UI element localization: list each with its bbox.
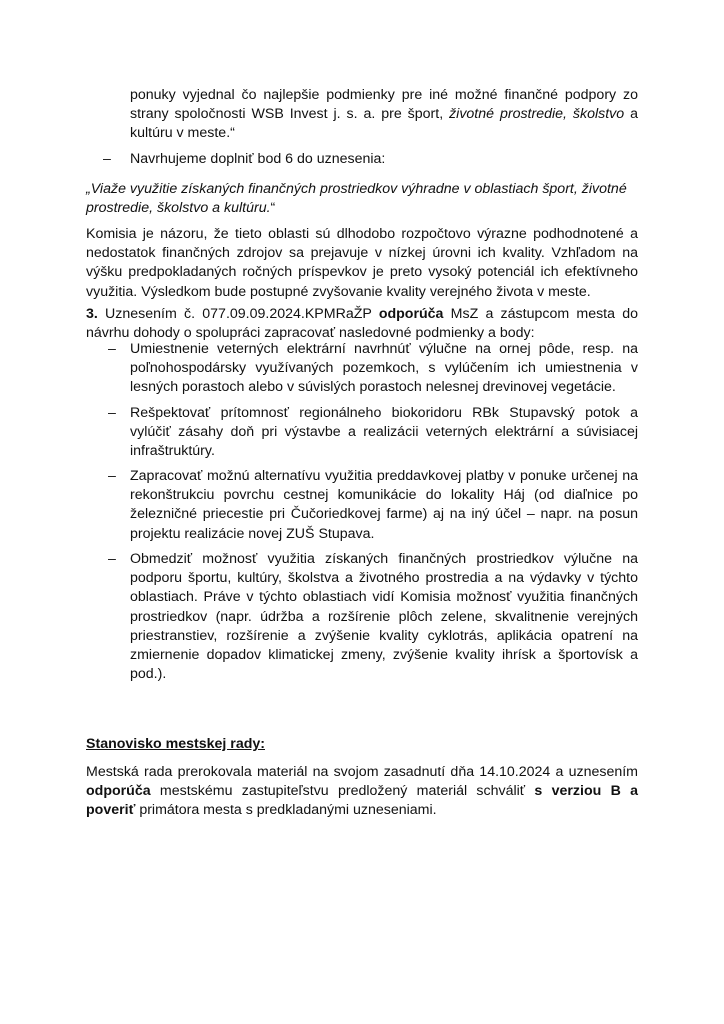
resolution-item-3-dash: – [108, 468, 116, 484]
council-version: s verziou B a poveriť [86, 783, 638, 819]
quote-line-2-end: a [624, 106, 638, 123]
resolution-item-3: Zapracovať možnú alternatívu využitia preddavkovej platby v ponuke určenej na rekonštrukciu povrchu cestnej komunikácie do lokality Háj (od diaľnice po železničné priecestie pri Čučoriedkovej farme) aj na iný účel – napr. na posun projektu realizácie novej ZUŠ Stupava. [130, 468, 638, 542]
quote-line-2-italic: životné prostredie, školstvo [449, 106, 625, 123]
resolution-item-4: Obmedziť možnosť využitia získaných finančných prostriedkov výlučne na podporu športu, kultúry, školstva a životného prostredia a na výdavky v týchto oblastiach. Práve v týchto oblastiach vidí Komisia možnosť využitia finančných prostriedkov (napr. údržba a rozšírenie plôch zelene, skvalitnenie verejných priestranstiev, rozšírenie a zvýšenie kvality cyklotrás, aplikácia opatrení na zmiernenie dopadov klimatickej zmeny, zvýšenie kvality ihrísk a športovísk a pod.). [130, 551, 638, 683]
quote-line-2-text: strany spoločnosti WSB Invest j. s. a. pre šport, [130, 106, 450, 123]
resolution-suffix: MsZ a zástupcom mesta do návrhu dohody o spolupráci zapracovať nasledovné podmienky a body: [86, 306, 639, 342]
quote-line-1: ponuky vyjednal čo najlepšie podmienky pre iné možné finančné podpory zo [130, 87, 638, 103]
proposal-text: Navrhujeme doplniť bod 6 do uznesenia: [130, 151, 386, 167]
resolution-number: 3. [86, 306, 98, 322]
council-verb: odporúča [86, 783, 151, 800]
resolution-item-1-dash: – [108, 341, 116, 357]
council-part-2: mestskému zastupiteľstvu predložený materiál schváliť [150, 783, 535, 800]
quote-line-3: kultúru v meste.“ [130, 125, 235, 142]
resolution-verb: odporúča [378, 306, 444, 322]
quoted-addition [86, 180, 638, 218]
resolution-item-4-dash: – [108, 551, 116, 567]
council-part-1: Mestská rada prerokovala materiál na svojom zasadnutí dňa 14.10.2024 a uznesením [86, 764, 638, 780]
council-part-3: primátora mesta s predkladanými uzneseniami. [135, 802, 437, 819]
resolution-item-2: Rešpektovať prítomnosť regionálneho biokoridoru RBk Stupavský potok a vylúčiť zásahy doň pri výstavbe a realizácii veterných elektrární a súvisiacej infraštruktúry. [130, 405, 638, 460]
resolution-item-2-dash: – [108, 405, 116, 421]
resolution-intro [86, 305, 638, 343]
proposal-dash: – [103, 151, 111, 167]
quoted-addition-text: „Viaže využitie získaných finančných prostriedkov výhradne v oblastiach šport, životné prostredie, školstvo a kultúru. [86, 181, 627, 217]
resolution-item-1: Umiestnenie veterných elektrární navrhnúť výlučne na ornej pôde, resp. na poľnohospodársky využívaných pozemkoch, s vylúčením ich umiestnenia v lesných porastoch alebo v súvislých porastoch nelesnej drevinovej vegetácie. [130, 341, 638, 396]
resolution-prefix: Uznesením č. 077.09.09.2024.KPMRaŽP [97, 306, 379, 322]
council-paragraph [86, 763, 638, 821]
commission-paragraph: Komisia je názoru, že tieto oblasti sú dlhodobo rozpočtovo výrazne podhodnotené a nedostatok finančných zdrojov sa prejavuje v nízkej úrovni ich kvality. Vzhľadom na výšku predpokladaných ročných príspevkov je preto vysoký potenciál ich efektívneho využitia. Výsledkom bude postupné zvyšovanie kvality verejného života v meste. [86, 226, 638, 300]
quoted-addition-close: “ [270, 200, 276, 217]
quote-continuation [130, 86, 638, 144]
council-heading: Stanovisko mestskej rady: [86, 736, 265, 752]
quote-line-2 [130, 105, 638, 124]
